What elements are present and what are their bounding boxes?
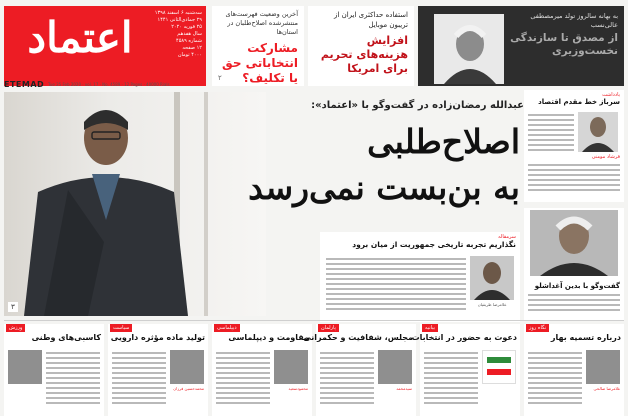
section-tag: پارلمان [318,324,339,332]
promo-sanctions[interactable] [308,6,414,86]
author-name: غلامرضا ظریفیان [477,302,507,307]
section-tag: سیاست [110,324,132,332]
column-title: درباره تسمیه بهار [550,333,621,342]
section-tag: ورزش [6,324,25,332]
column-author: محمودسعید [288,386,308,391]
column-photo [274,350,308,384]
promo-kicker: آخرین وضعیت فهرست‌های منتشرشده اصلاح‌طلبان در استان‌ها [225,10,298,36]
interview-box[interactable] [524,208,624,320]
photo-tag: ۳ [8,302,18,312]
info-line: ۱۲ صفحه [182,45,202,51]
column-author: غلامرضا صالحی [593,386,620,391]
column-photo [378,350,412,384]
columnist-name: فرشاد مومنی [591,154,620,160]
promo-text [508,12,618,58]
flag-emblem [482,350,516,384]
section-tag: نگاه روز [526,324,549,332]
bottom-column[interactable] [411,324,520,416]
info-line: ۴۰۰۰ تومان [177,52,202,58]
promo-kicker: به بهانه سالروز تولد میرمصطفی عالی‌نسب [530,12,618,29]
column-title: دعوت به حضور در انتخابات [411,333,517,342]
info-line: شماره ۴۵۸۹ [176,38,202,44]
columnist-title: سرباز خط مقدم اقتصاد [538,98,620,106]
promo-headline: مشارکت انتخاباتی حق یا تکلیف؟ [222,41,298,85]
promo-headline: از مصدق تا سازندگی نخست‌وزیری [510,32,618,57]
section-tag: بیانیه [422,324,438,332]
issue-date: Tue 25 Feb 2020 · vol. 17 · No. 4589 · 12 Pages · 40000 Rials [48,82,170,87]
portrait-photo [434,14,504,84]
page-number: ۲ [218,74,222,82]
column-title: تولید ماده مؤثره دارویی [110,333,205,342]
masthead [4,6,206,86]
editorial-box[interactable] [320,232,520,322]
bottom-column[interactable] [524,324,624,416]
info-line: ۲۵ فوریه ۲۰۲۰ [171,24,202,30]
section-tag: سرمقاله [498,234,516,240]
author-photo [470,256,514,300]
brand-en: ETEMAD [4,80,45,89]
right-column [524,90,624,320]
bottom-column[interactable] [4,324,104,416]
info-line: ۲۹ جمادی‌الثانی ۱۴۴۱ [157,17,202,23]
column-photo [586,350,620,384]
masthead-info [140,10,202,59]
promo-headline: افزایش هزینه‌های تحریم برای امریکا [320,34,408,75]
editorial-title: نگذاریم تجربه تاریخی جمهوریت از میان برود [352,240,516,249]
info-line: سه‌شنبه ۶ اسفند ۱۳۹۸ [154,10,202,16]
info-line: سال هفدهم [177,31,202,37]
column-title: مقاومت و دیپلماسی [228,333,309,342]
lead-headline[interactable]: اصلاح‌طلبی [367,122,520,161]
section-tag: دیپلماسی [214,324,240,332]
columnist-box[interactable] [524,90,624,202]
bottom-row [4,324,624,416]
column-author: سیدمحمد [396,386,412,391]
interview-photo [530,210,618,276]
bottom-column[interactable] [212,324,312,416]
bottom-column[interactable] [303,324,416,416]
promo-anniversary[interactable] [418,6,624,86]
promo-kicker: استفاده حداکثری ایران از تریبون موبایل [334,11,408,29]
lead-headline[interactable]: به بن‌بست نمی‌رسد [248,168,520,207]
column-title: کاسبی‌های وطنی [31,333,101,342]
column-photo [170,350,204,384]
bottom-column[interactable] [108,324,208,416]
column-title: مجلس، شفافیت و حکمرانی [303,333,413,342]
columnist-photo [578,112,618,152]
column-photo [8,350,42,384]
promo-elections[interactable] [212,6,304,86]
lead-kicker: عبدالله رمضان‌زاده در گفت‌وگو با «اعتماد»: [311,100,524,111]
interview-title: گفت‌وگو با بدین آغداشلو [534,282,620,290]
section-tag: یادداشت [602,92,620,98]
logo[interactable]: اعتماد [27,13,133,62]
column-author: محمدحسین فرزان [173,386,204,391]
